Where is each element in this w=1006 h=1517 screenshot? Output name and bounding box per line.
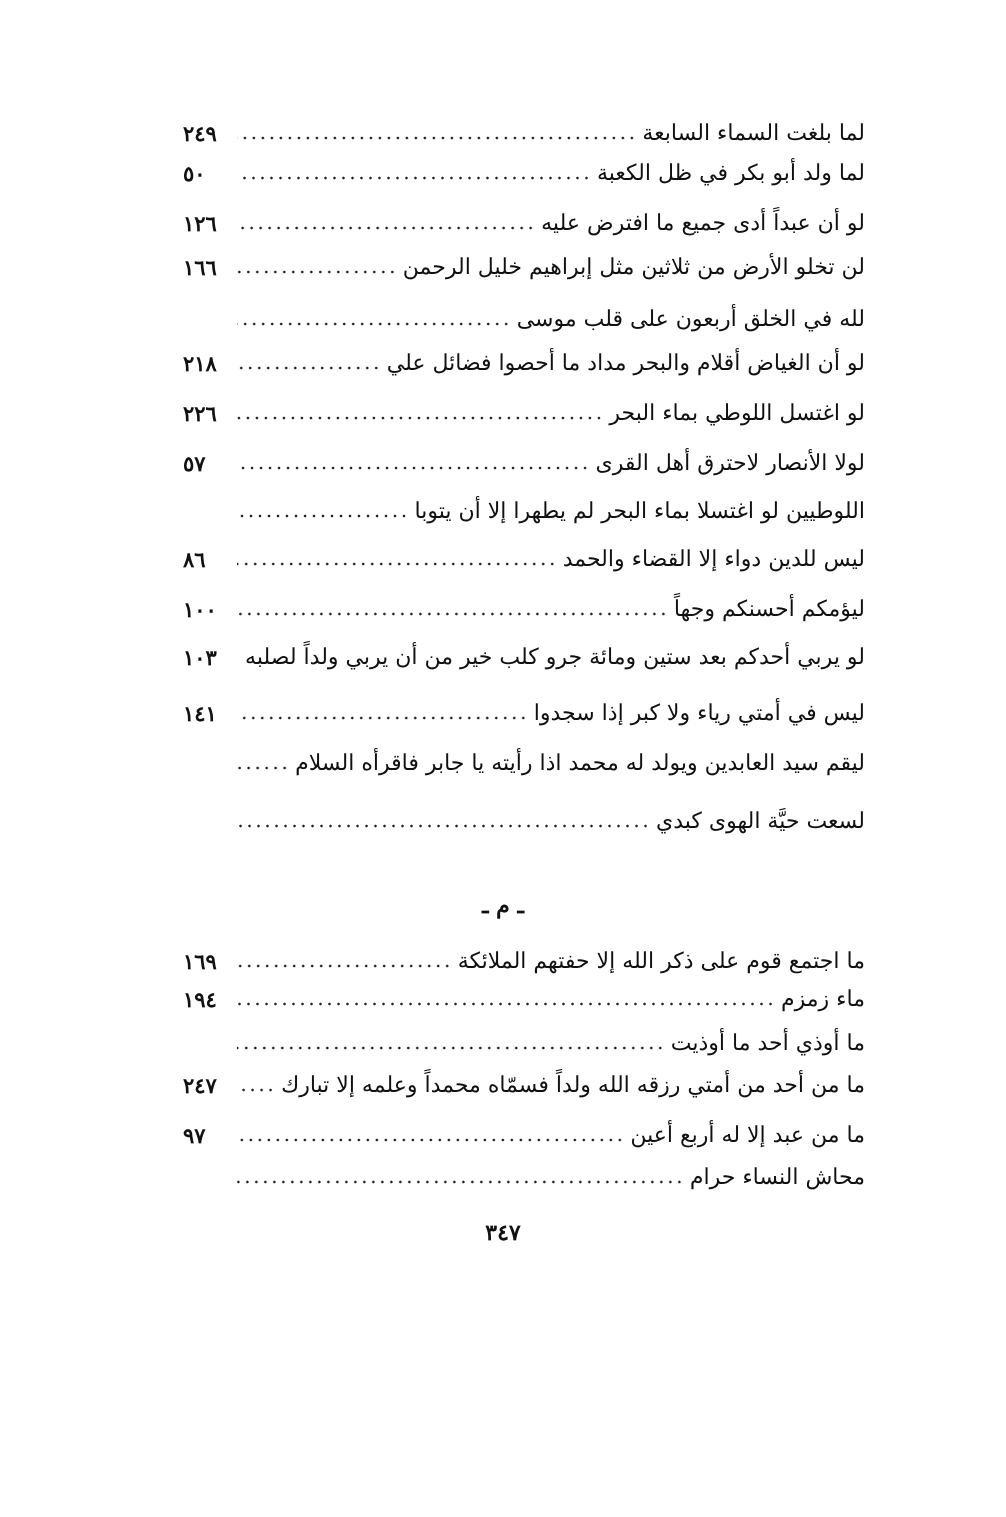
entry-text: لما ولد أبو بكر في ظل الكعبة — [596, 161, 865, 186]
dot-leader — [237, 764, 289, 772]
entry-page-number: ٢٤٧ — [183, 1073, 217, 1098]
entry-page-number: ١٩٤ — [183, 987, 217, 1012]
dot-leader — [237, 962, 452, 970]
index-entry — [183, 1152, 865, 1192]
entry-page-number: ١٢٦ — [183, 211, 217, 236]
entry-page-number: ٢٤٩ — [183, 121, 217, 146]
entry-page-number: ٥٧ — [183, 451, 206, 476]
page-number: ٣٤٧ — [485, 1220, 521, 1246]
dot-leader — [237, 1136, 624, 1144]
dot-leader — [237, 610, 668, 618]
dot-leader — [237, 512, 409, 520]
index-entry — [183, 388, 865, 428]
index-entry — [183, 974, 865, 1014]
dot-leader — [237, 364, 381, 372]
dot-leader — [237, 174, 591, 182]
entry-text: ما اجتمع قوم على ذكر الله إلا حفتهم الملائكة — [457, 949, 865, 974]
index-entry — [183, 198, 865, 238]
entry-text: لو يربي أحدكم بعد ستين ومائة جرو كلب خير من أن يربي ولداً لصلبه — [245, 645, 865, 670]
index-entry — [183, 438, 865, 478]
entry-page-number: ١٦٩ — [183, 949, 217, 974]
entry-text: ماء زمزم — [781, 987, 865, 1012]
entry-page-number: ١٤١ — [183, 701, 217, 726]
entry-text: ليس في أمتي رياء ولا كبر إذا سجدوا — [533, 701, 865, 726]
index-entry — [183, 108, 865, 148]
index-entry — [183, 632, 865, 672]
entry-page-number: ٩٧ — [183, 1123, 206, 1148]
section-heading: ـ م ـ — [482, 893, 524, 919]
entry-text: ما من عبد إلا له أربع أعين — [630, 1123, 865, 1148]
index-entry — [183, 338, 865, 378]
entry-text: لو اغتسل اللوطي بماء البحر — [609, 401, 865, 426]
entry-text: لن تخلو الأرض من ثلاثين مثل إبراهيم خليل الرحمن — [402, 255, 865, 280]
entry-text: ما من أحد من أمتي رزقه الله ولداً فسمّاه محمداً وعلمه إلا تبارك — [281, 1073, 865, 1098]
dot-leader — [237, 134, 636, 142]
entry-page-number: ١٠٣ — [183, 645, 217, 670]
index-entry — [183, 294, 865, 334]
dot-leader — [237, 414, 603, 422]
dot-leader — [237, 560, 557, 568]
index-entry — [183, 148, 865, 188]
entry-text: ليؤمكم أحسنكم وجهاً — [673, 597, 865, 622]
dot-leader — [237, 320, 511, 328]
entry-text: لولا الأنصار لاحترق أهل القرى — [595, 451, 865, 476]
index-entry — [183, 242, 865, 282]
index-entry — [183, 688, 865, 728]
entry-page-number: ١٠٠ — [183, 597, 217, 622]
index-entry — [183, 1018, 865, 1058]
dot-leader — [237, 464, 590, 472]
entry-page-number: ١٦٦ — [183, 255, 217, 280]
dot-leader — [237, 714, 528, 722]
dot-leader — [237, 1000, 775, 1008]
entry-text: محاش النساء حرام — [689, 1165, 865, 1190]
entry-page-number: ٨٦ — [183, 547, 206, 572]
index-entry — [183, 1060, 865, 1100]
dot-leader — [237, 1178, 684, 1186]
entry-text: لو أن عبداً أدى جميع ما افترض عليه — [541, 211, 865, 236]
entry-text: لله في الخلق أربعون على قلب موسى — [516, 307, 865, 332]
index-entry — [183, 936, 865, 976]
entry-text: لو أن الغياض أقلام والبحر مداد ما أحصوا فضائل علي — [386, 351, 865, 376]
entry-text: ما أوذي أحد ما أوذيت — [670, 1031, 865, 1056]
entry-text: لسعت حيَّة الهوى كبدي — [656, 809, 865, 834]
entry-page-number: ٥٠ — [183, 161, 206, 186]
entry-text: ليس للدين دواء إلا القضاء والحمد — [562, 547, 865, 572]
index-entry — [183, 738, 865, 778]
dot-leader — [237, 658, 239, 666]
index-entry — [183, 1110, 865, 1150]
entry-text: ليقم سيد العابدين ويولد له محمد اذا رأيته يا جابر فاقرأه السلام — [295, 751, 865, 776]
entry-page-number: ٢١٨ — [183, 351, 217, 376]
dot-leader — [237, 1086, 275, 1094]
index-entry — [183, 534, 865, 574]
index-entry — [183, 486, 865, 526]
dot-leader — [237, 1044, 665, 1052]
index-entry — [183, 584, 865, 624]
index-entry — [183, 796, 865, 836]
entry-page-number: ٢٢٦ — [183, 401, 217, 426]
dot-leader — [237, 268, 397, 276]
dot-leader — [237, 822, 650, 830]
entry-text: لما بلغت السماء السابعة — [642, 121, 865, 146]
dot-leader — [237, 224, 535, 232]
entry-text: اللوطيين لو اغتسلا بماء البحر لم يطهرا إلا أن يتوبا — [414, 499, 865, 524]
